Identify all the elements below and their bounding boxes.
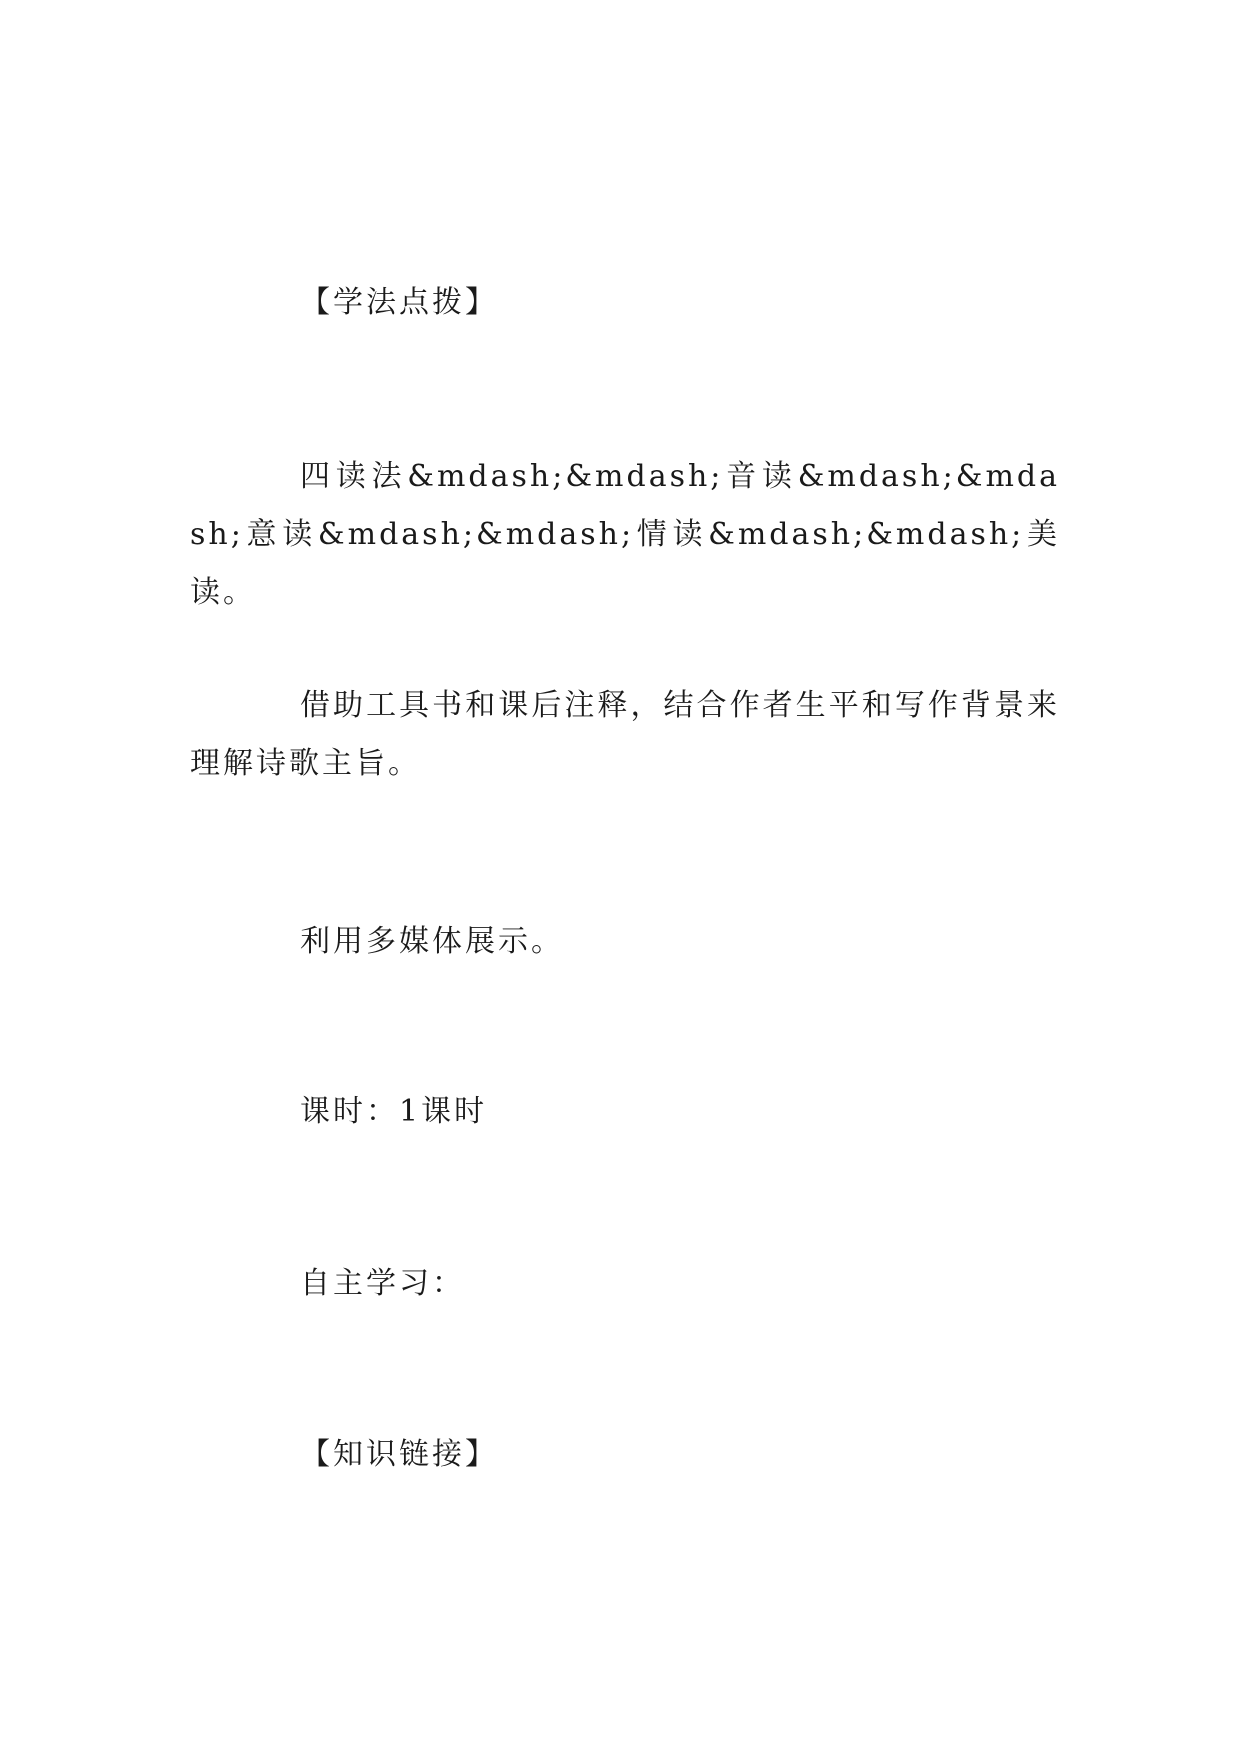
paragraph-class-hours: 课时：1课时 (300, 1094, 488, 1129)
paragraph-reading-method: 四读法&mdash;&mdash;音读&mdash;&mdash;意读&mdash;&mdash;情读&mdash;&mdash;美读。 (190, 459, 1060, 610)
paragraph-tools: 借助工具书和课后注释，结合作者生平和写作背景来理解诗歌主旨。 (190, 688, 1060, 781)
heading-study-method: 【学法点拨】 (300, 285, 498, 320)
paragraph-multimedia: 利用多媒体展示。 (300, 924, 564, 959)
paragraph-self-study: 自主学习： (300, 1266, 465, 1301)
heading-knowledge-link: 【知识链接】 (300, 1437, 498, 1472)
